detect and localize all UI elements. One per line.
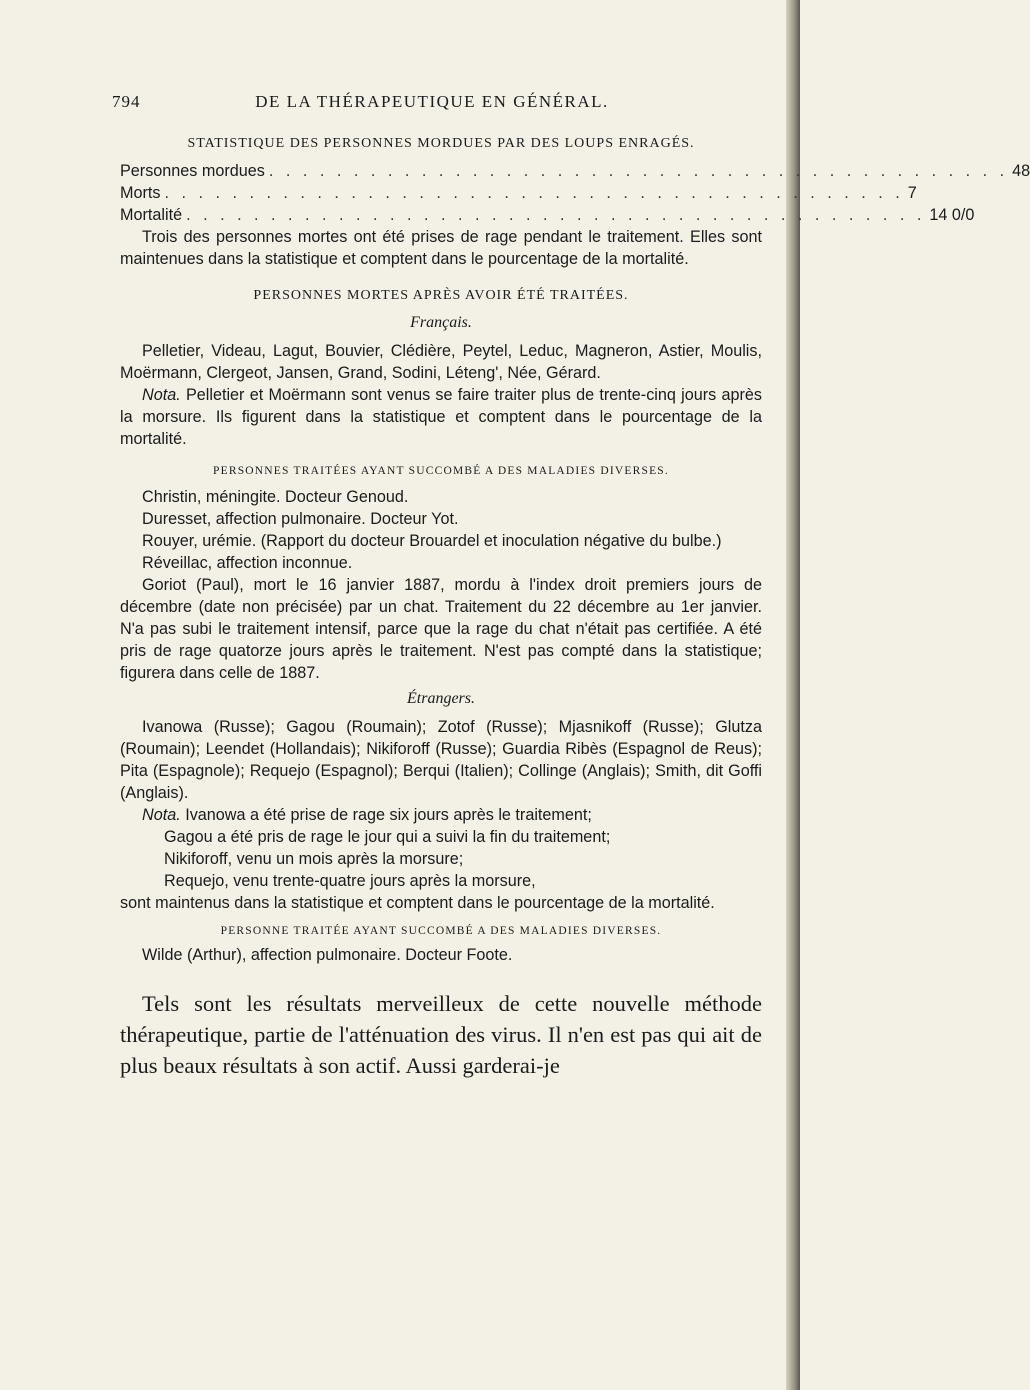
foreign-nota: [120, 804, 762, 826]
running-title: DE LA THÉRAPEUTIQUE EN GÉNÉRAL.: [255, 92, 609, 111]
disease-entry: Christin, méningite. Docteur Genoud.: [142, 488, 409, 506]
french-nota: [120, 384, 762, 450]
statistics-note: Trois des personnes mortes ont été prises de rage pendant le traitement. Elles sont maintenues dans la statistique et comptent dans le pourcentage de la mortalité.: [120, 228, 762, 268]
dead-section-heading: PERSONNES MORTES APRÈS AVOIR ÉTÉ TRAITÉES.: [253, 288, 629, 303]
statistics-heading: STATISTIQUE DES PERSONNES MORDUES PAR DES LOUPS ENRAGÉS.: [187, 136, 695, 151]
stat-row: [120, 182, 917, 204]
foreign-subheading: Étrangers.: [407, 690, 475, 707]
nota-text: Pelletier et Moërmann sont venus se faire traiter plus de trente-cinq jours après la morsure. Ils figurent dans la statistique et comptent dans le pourcentage de la mortalité.: [120, 386, 762, 448]
stat-value: 48: [1012, 162, 1030, 180]
dot-leader: . . . . . . . . . . . . . . . . . . . . . . . . . . . . . . . . . . . . . . . . . . . .: [164, 184, 904, 202]
disease-entry: Goriot (Paul), mort le 16 janvier 1887, mordu à l'index droit premiers jours de décembre (date non précisée) par un chat. Traitement du 22 décembre au 1er janvier. N'a pas subi le traitement intensif, parce que la rage du chat n'était pas certifiée. A été pris de rage quatorze jours après le traitement. N'est pas compté dans la statistique; figurera dans celle de 1887.: [120, 576, 762, 682]
stat-row: [120, 160, 1030, 182]
nota-line: Gagou a été pris de rage le jour qui a suivi la fin du traitement;: [164, 828, 611, 846]
stat-label: Personnes mordues: [120, 162, 265, 180]
statistics-table: [120, 160, 1030, 226]
single-entry: Wilde (Arthur), affection pulmonaire. Docteur Foote.: [142, 946, 513, 964]
page-body: [120, 134, 1030, 1081]
diseases-section-heading: PERSONNES TRAITÉES AYANT SUCCOMBÉ A DES MALADIES DIVERSES.: [213, 465, 669, 477]
nota-conclusion: sont maintenus dans la statistique et comptent dans le pourcentage de la mortalité.: [120, 894, 715, 912]
nota-first-line: Ivanowa a été prise de rage six jours après le traitement;: [185, 806, 592, 824]
stat-value: 14 0/0: [929, 206, 975, 224]
final-paragraph: Tels sont les résultats merveilleux de cette nouvelle méthode thérapeutique, partie de l'atténuation des virus. Il n'en est pas qui ait de plus beaux résultats à son actif. Aussi garderai-je: [120, 991, 762, 1078]
nota-label: Nota.: [142, 386, 181, 404]
disease-entry: Rouyer, urémie. (Rapport du docteur Brouardel et inoculation négative du bulbe.): [142, 532, 722, 550]
nota-label: Nota.: [142, 806, 181, 824]
french-subheading: Français.: [410, 314, 472, 331]
dot-leader: . . . . . . . . . . . . . . . . . . . . . . . . . . . . . . . . . . . . . . . . . . . .: [268, 162, 1009, 180]
nota-line: Nikiforoff, venu un mois après la morsure;: [164, 850, 464, 868]
disease-entry: Duresset, affection pulmonaire. Docteur Yot.: [142, 510, 459, 528]
foreign-names-list: Ivanowa (Russe); Gagou (Roumain); Zotof (Russe); Mjasnikoff (Russe); Glutza (Roumain); Leendet (Hollandais); Nikiforoff (Russe); Guardia Ribès (Espagnol de Reus); Pita (Espagnole); Requejo (Espagnol); Berqui (Italien); Collinge (Anglais); Smith, dit Goffi (Anglais).: [120, 718, 762, 802]
page-number: 794: [112, 92, 141, 111]
disease-entry: Réveillac, affection inconnue.: [142, 554, 353, 572]
dot-leader: . . . . . . . . . . . . . . . . . . . . . . . . . . . . . . . . . . . . . . . . . . . .: [186, 206, 926, 224]
nota-line: Requejo, venu trente-quatre jours après la morsure,: [164, 872, 536, 890]
stat-row: [120, 204, 975, 226]
stat-value: 7: [907, 184, 917, 202]
french-names-list: Pelletier, Videau, Lagut, Bouvier, Clédière, Peytel, Leduc, Magneron, Astier, Moulis, Moërmann, Clergeot, Jansen, Grand, Sodini, Léteng', Née, Gérard.: [120, 342, 762, 382]
stat-label: Morts: [120, 184, 161, 202]
stat-label: Mortalité: [120, 206, 183, 224]
single-section-heading: PERSONNE TRAITÉE AYANT SUCCOMBÉ A DES MALADIES DIVERSES.: [220, 925, 662, 937]
